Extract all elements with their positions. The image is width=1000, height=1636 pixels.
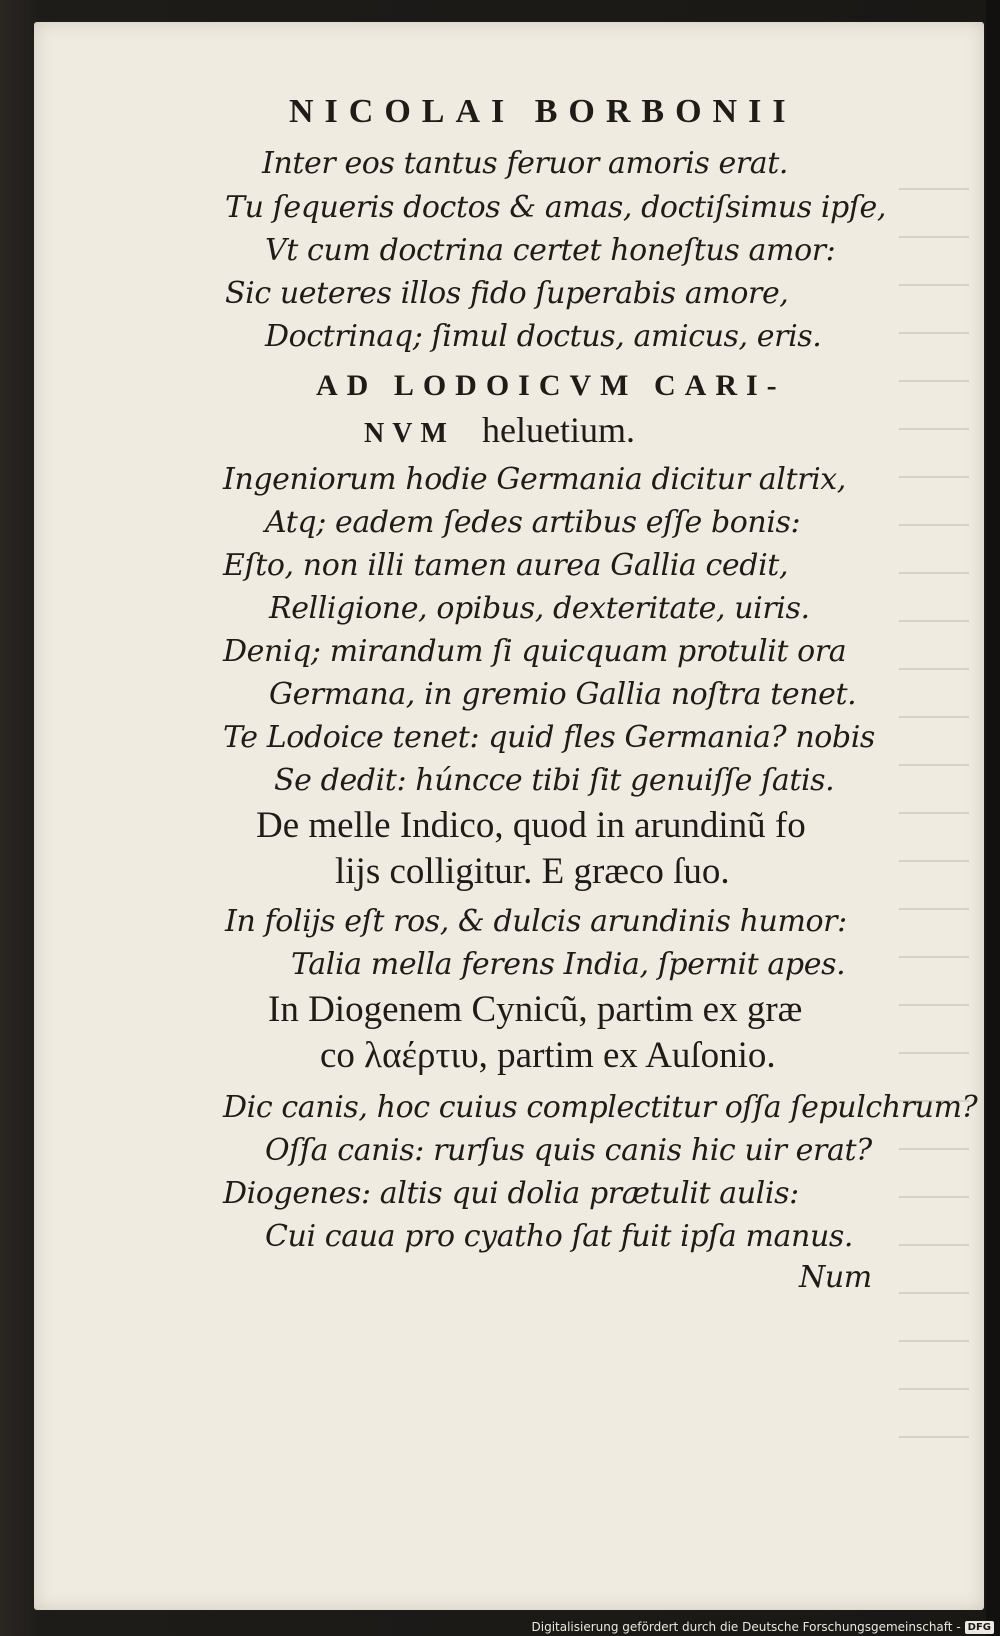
title-caps: NVM: [364, 418, 455, 449]
poem-title: co λαέρτιυ, partim ex Auſonio.: [320, 1035, 776, 1076]
verse-line: Atq; eadem ſedes artibus eſſe bonis:: [265, 505, 801, 540]
verse-line: Cui caua pro cyatho ſat fuit ipſa manus.: [265, 1219, 854, 1254]
funding-credit: [532, 1620, 995, 1634]
verse-line: Relligione, opibus, dexteritate, uiris.: [269, 591, 810, 626]
book-page: [34, 22, 984, 1610]
verse-line: In folijs eſt ros, & dulcis arundinis humor:: [225, 904, 847, 939]
verse-line: Inter eos tantus feruor amoris erat.: [262, 146, 789, 181]
verse-line: Vt cum doctrina certet honeſtus amor:: [265, 233, 836, 268]
verse-line: Sic ueteres illos fido ſuperabis amore,: [225, 276, 789, 311]
poem-title: AD LODOICVM CARI-: [316, 369, 786, 402]
verse-line: Dic canis, hoc cuius complectitur oſſa ſepulchrum?: [223, 1090, 978, 1125]
verse-line: Ingeniorum hodie Germania dicitur altrix,: [223, 462, 846, 497]
running-header: NICOLAI BORBONII: [289, 93, 797, 130]
dfg-logo-icon[interactable]: DFG: [965, 1621, 994, 1634]
title-rest: heluetium.: [482, 410, 635, 450]
verse-line: Deniq; mirandum ſi quicquam protulit ora: [223, 634, 847, 669]
poem-title: De melle Indico, quod in arundinũ fo: [256, 805, 806, 846]
verse-line: Eſto, non illi tamen aurea Gallia cedit,: [223, 548, 789, 583]
binding-edge: [986, 0, 1000, 1636]
credit-text: Digitalisierung gefördert durch die Deutsche Forschungsgemeinschaft -: [531, 1620, 961, 1634]
verse-line: Tu ſequeris doctos & amas, doctiſsimus ipſe,: [225, 190, 887, 225]
catchword: Num: [799, 1260, 872, 1295]
verse-line: Oſſa canis: rurſus quis canis hic uir erat?: [265, 1133, 872, 1168]
verse-line: Te Lodoice tenet: quid fles Germania? nobis: [223, 720, 875, 755]
poem-title: lijs colligitur. E græco ſuo.: [335, 851, 730, 892]
poem-title: In Diogenem Cynicũ, partim ex græ: [268, 989, 803, 1030]
verse-line: Germana, in gremio Gallia noſtra tenet.: [269, 677, 857, 712]
verse-line: Diogenes: altis qui dolia prætulit aulis:: [223, 1176, 799, 1211]
page-text: [34, 22, 984, 1610]
poem-title-line2: [364, 412, 635, 452]
verse-line: Doctrinaq; ſimul doctus, amicus, eris.: [265, 319, 822, 354]
verse-line: Se dedit: húncce tibi ſit genuiſſe ſatis.: [274, 763, 835, 798]
verse-line: Talia mella ferens India, ſpernit apes.: [291, 947, 846, 982]
